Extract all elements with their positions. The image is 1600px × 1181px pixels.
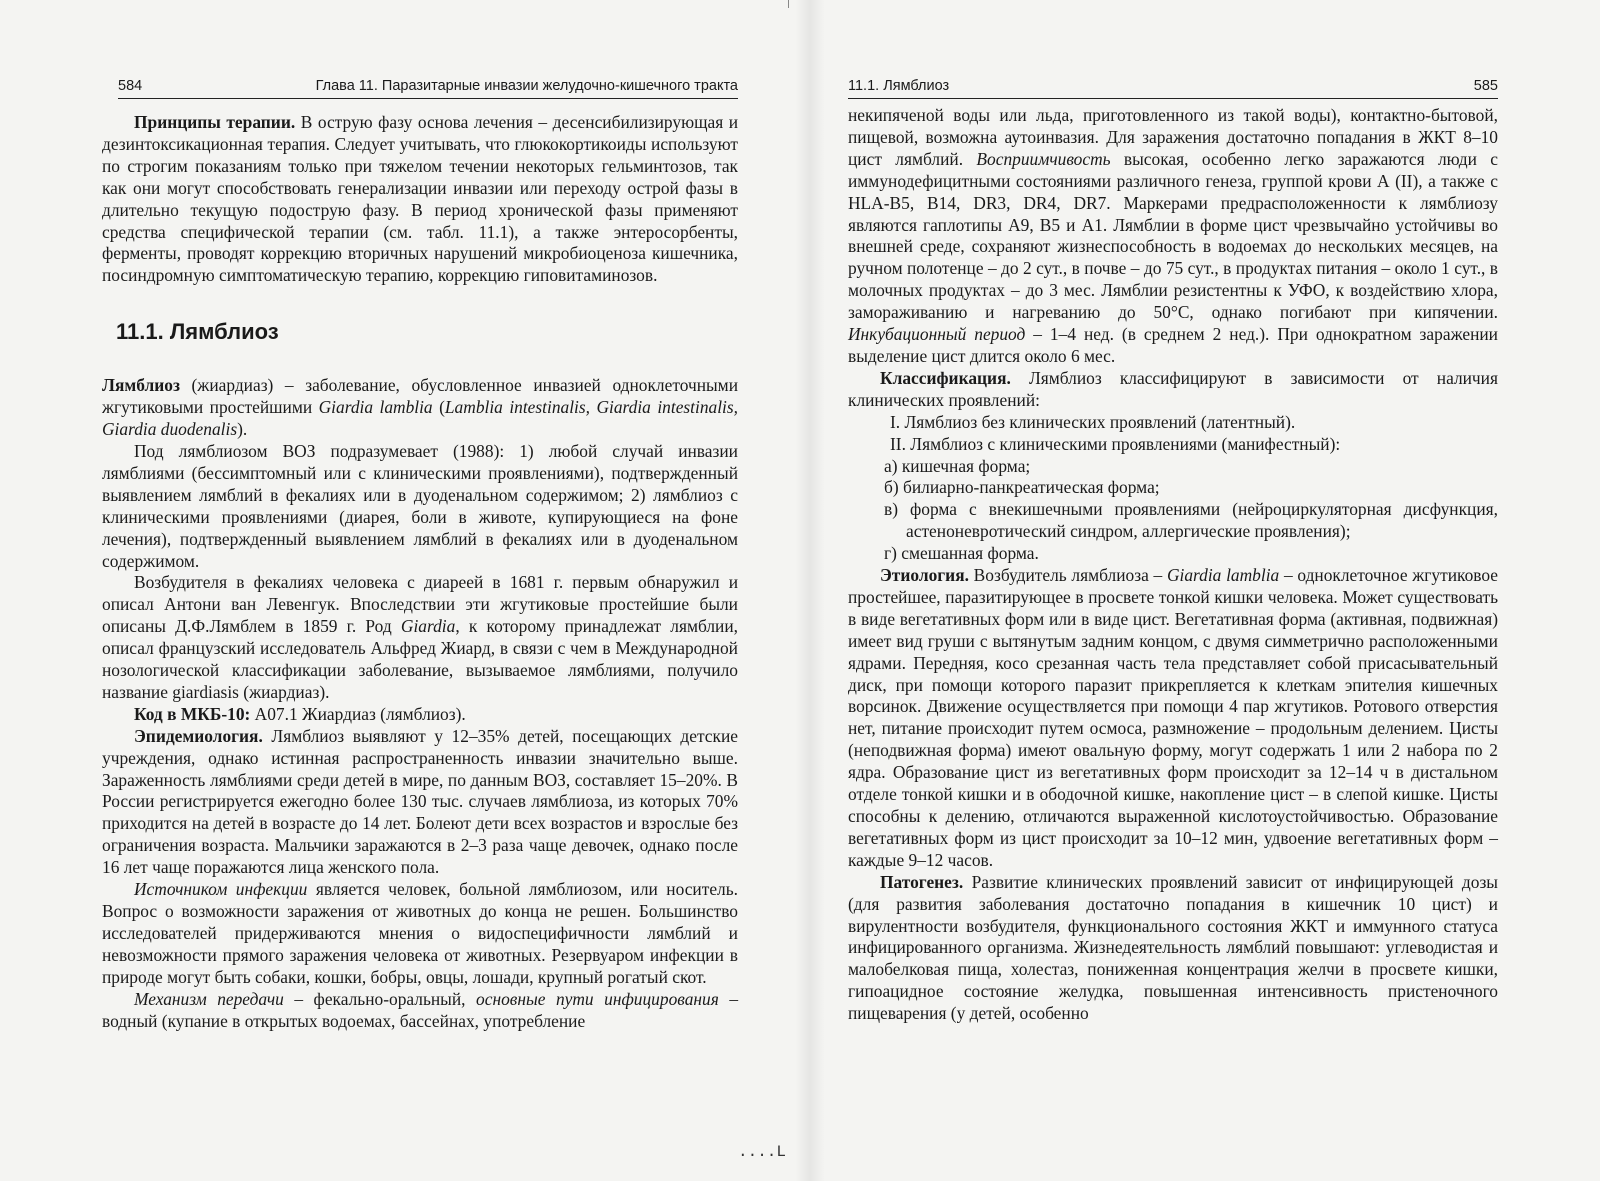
right-body-text (848, 105, 1498, 1025)
therapy-lead: Принципы терапии. (134, 112, 296, 132)
continuation-text-1: некипяченой воды или льда, приготовленного из такой воды), контактно-бытовой, пищевой, возможна аутоинвазия. Для заражения достаточно попадания в ЖКТ 8–10 цист лямблий. (848, 105, 1498, 169)
left-page-number: 584 (118, 78, 143, 94)
pathogenesis-text: Развитие клинических проявлений зависит от инфицирующей дозы (для развития заболевания достаточно попадания в кишечник 10 цист) и вирулентности возбудителя, функционального состояния ЖКТ и иммунного статуса инфицированного организма. Жизнедеятельность лямблий повышают: углеводистая и малобелковая пища, холестаз, пониженная концентрация желчи в просвете кишки, гипоацидное состояние желудка, повышенная интенсивность пристеночного пищеварения (у детей, особенно (848, 871, 1498, 1024)
definition-paragraph (102, 375, 738, 441)
right-page (820, 0, 1600, 1181)
icd-lead: Код в МКБ-10: (134, 703, 251, 724)
therapy-text: В острую фазу основа лечения – десенсибилизирующая и дезинтоксикационная терапия. Следует учитывать, что глюкокортикоиды используют по строгим показаниям только при тяжелом течении некоторых гельминтозов, так как они могут способствовать генерализации инвазии или переходу острой фазы в длительно текущую подострую фазу. В период хронической фазы применяют средства специфической терапии (см. табл. 11.1), а также энтеросорбенты, ферменты, проводят коррекцию вторичных нарушений микробиоценоза кишечника, посиндромную симптоматическую терапию, коррекцию гиповитаминозов. (102, 112, 739, 286)
footer-mark: ....L (738, 1143, 787, 1161)
mechanism-paragraph (102, 989, 738, 1033)
classification-subitem-a: а) кишечная форма; (884, 455, 1031, 476)
history-text-2: , к которому принадлежат лямблии, описал французский исследователь Альфред Жиард, в связи с чем в Международной нозологической классификации заболевание, вызываемое лямблиями, получило название giardiasis (жиардиаз). (102, 616, 738, 702)
etiology-text-1: Возбудитель лямблиоза – (968, 565, 1167, 586)
icd-paragraph (102, 704, 738, 726)
etiology-species: Giardia lamblia (1166, 565, 1280, 586)
mechanism-text-1: – фекально-оральный, (283, 988, 477, 1009)
definition-lead: Лямблиоз (102, 375, 180, 396)
continuation-paragraph (848, 105, 1498, 368)
mechanism-italic: основные пути инфицирования (476, 988, 719, 1009)
etiology-paragraph (848, 565, 1498, 872)
definition-species-1: Giardia lamblia (318, 397, 433, 418)
etiology-lead: Этиология. (880, 565, 969, 586)
incubation-term: Инкубационный период (848, 324, 1026, 345)
source-paragraph (102, 879, 738, 989)
mechanism-text-2: – водный (купание в открытых водоемах, бассейнах, употребление (102, 988, 739, 1031)
pathogenesis-paragraph (848, 872, 1498, 1025)
classification-subitem-d: г) смешанная форма. (884, 543, 1039, 564)
continuation-text-2: высокая, особенно легко заражаются люди с иммунодефицитными состояниями различного генеза, группой крови А (II), а также с HLA-B5, B14, DR3, DR4, DR7. Маркерами предрасположенности к лямблиозу являются гаплотипы А9, В5 и А1. Лямблии в форме цист чрезвычайно устойчивы во внешней среде, сохраняют жизнеспособность в водоемах до нескольких месяцев, на ручном полотенце – до 2 сут., в почве – до 75 сут., в продуктах питания – около 1 сут., в молочных продуктах – до 3 мес. Лямблии резистентны к УФО, к воздействию хлора, замораживанию и нагреванию до 50°С, однако погибают при кипячении. (848, 148, 1498, 323)
epidemiology-paragraph (102, 726, 738, 879)
history-paragraph (102, 572, 738, 703)
section-heading: 11.1. Лямблиоз (116, 319, 279, 345)
pathogenesis-lead: Патогенез. (880, 871, 964, 892)
history-text-1: Возбудителя в фекалиях человека с диареей в 1681 г. первым обнаружил и описал Антони ван Левенгук. Впоследствии эти жгутиковые простейшие были описаны Д.Ф.Лямблем в 1859 г. Род (102, 572, 738, 637)
who-paragraph: Под лямблиозом ВОЗ подразумевает (1988): 1) любой случай инвазии лямблиями (бессимптомный или с клиническими проявлениями), подтвержденный выявлением лямблий в фекалиях или в дуоденальном содержимом; 2) лямблиоз с клиническими проявлениями (диарея, боли в животе, купирующиеся на фоне лечения), подтвержденный выявлением лямблий в фекалиях или в дуоденальном содержимом. (102, 440, 738, 571)
right-page-number: 585 (1473, 78, 1498, 94)
epidemiology-text: Лямблиоз выявляют у 12–35% детей, посещающих детские учреждения, однако истинная распространенность инвазии значительно выше. Зараженность лямблиями среди детей в мире, по данным ВОЗ, составляет 15–20%. В России регистрируется ежегодно более 130 тыс. случаев лямблиоза, из которых 70% приходится на детей в возрасте до 14 лет. Болеют дети всех возрастов и взрослые без ограничения возраста. Мальчики заражаются в 2–3 раза чаще девочек, однако после 16 лет чаще поражаются лица женского пола. (102, 725, 738, 878)
classification-text: Лямблиоз классифицируют в зависимости от наличия клинических проявлений: (848, 367, 1498, 410)
definition-text-2: ( (432, 397, 445, 418)
left-body-text (102, 112, 738, 1032)
source-lead: Источником инфекции (134, 879, 308, 900)
continuation-text-3: – 1–4 нед. (в среднем 2 нед.). При однократном заражении выделение цист длится около 6 мес. (848, 324, 1498, 366)
classification-item-2: II. Лямблиоз с клиническими проявлениями (манифестный): (890, 433, 1341, 454)
etiology-text-2: – одноклеточное жгутиковое простейшее, паразитирующее в просвете тонкой кишки человека. Может существовать в виде вегетативных форм или в виде цист. Вегетативная форма (активная, подвижная) имеет вид груши с вытянутым задним концом, с двумя симметрично расположенными ядрами. Передняя, косо срезанная часть тела представляет собой присасывательный диск, при помощи которого паразит прикрепляется к клеткам эпителия кишечных ворсинок. Движение осуществляется при помощи 4 пар жгутиков. Ротового отверстия нет, питание происходит путем осмоса, размножение – продольным делением. Цисты (неподвижная форма) имеют овальную форму, могут содержать 1 или 2 набора по 2 ядра. Образование цист из вегетативных форм происходит за 12–14 ч в дистальном отделе тонкой кишки и в ободочной кишке, накопление цист – в слепой кишке. Цисты способны к делению, отличаются выраженной кислотоустойчивостью. Образование вегетативных форм из цист происходит за 10–12 мин, удвоение вегетативных форм – каждые 9–12 часов. (848, 565, 1499, 870)
epidemiology-lead: Эпидемиология. (134, 725, 263, 746)
definition-species-2: Lamblia intestinalis, Giardia intestinalis, Giardia duodenalis (102, 397, 739, 440)
definition-text-3: ). (237, 419, 248, 440)
left-running-head (118, 76, 738, 99)
right-running-head (848, 76, 1498, 99)
history-genus: Giardia (400, 616, 456, 637)
classification-subitem-b: б) билиарно-панкреатическая форма; (884, 477, 1160, 498)
left-chapter-title: Глава 11. Паразитарные инвазии желудочно-кишечного тракта (315, 78, 738, 94)
classification-lead: Классификация. (880, 367, 1011, 388)
icd-text: А07.1 Жиардиаз (лямблиоз). (250, 703, 466, 724)
definition-text-1: (жиардиаз) – заболевание, обусловленное инвазией одноклеточными жгутиковыми простейшими (102, 375, 738, 418)
mechanism-lead: Механизм передачи (134, 988, 284, 1009)
classification-item-1: I. Лямблиоз без клинических проявлений (латентный). (890, 411, 1296, 432)
classification-subitem-c: в) форма с внекишечными проявлениями (нейроциркуляторная дисфункция, астеноневротический синдром, аллергические проявления); (884, 499, 1498, 542)
right-section-title: 11.1. Лямблиоз (848, 78, 950, 94)
therapy-paragraph (102, 112, 738, 287)
classification-paragraph (848, 368, 1498, 412)
source-text: является человек, больной лямблиозом, или носитель. Вопрос о возможности заражения от животных до конца не решен. Большинство исследователей придерживаются мнения о видоспецифичности лямблий и невозможности прямого заражения человека от животных. Резервуаром инфекции в природе могут быть собаки, кошки, бобры, овцы, лошади, крупный рогатый скот. (102, 879, 738, 987)
susceptibility-term: Восприимчивость (976, 148, 1111, 169)
